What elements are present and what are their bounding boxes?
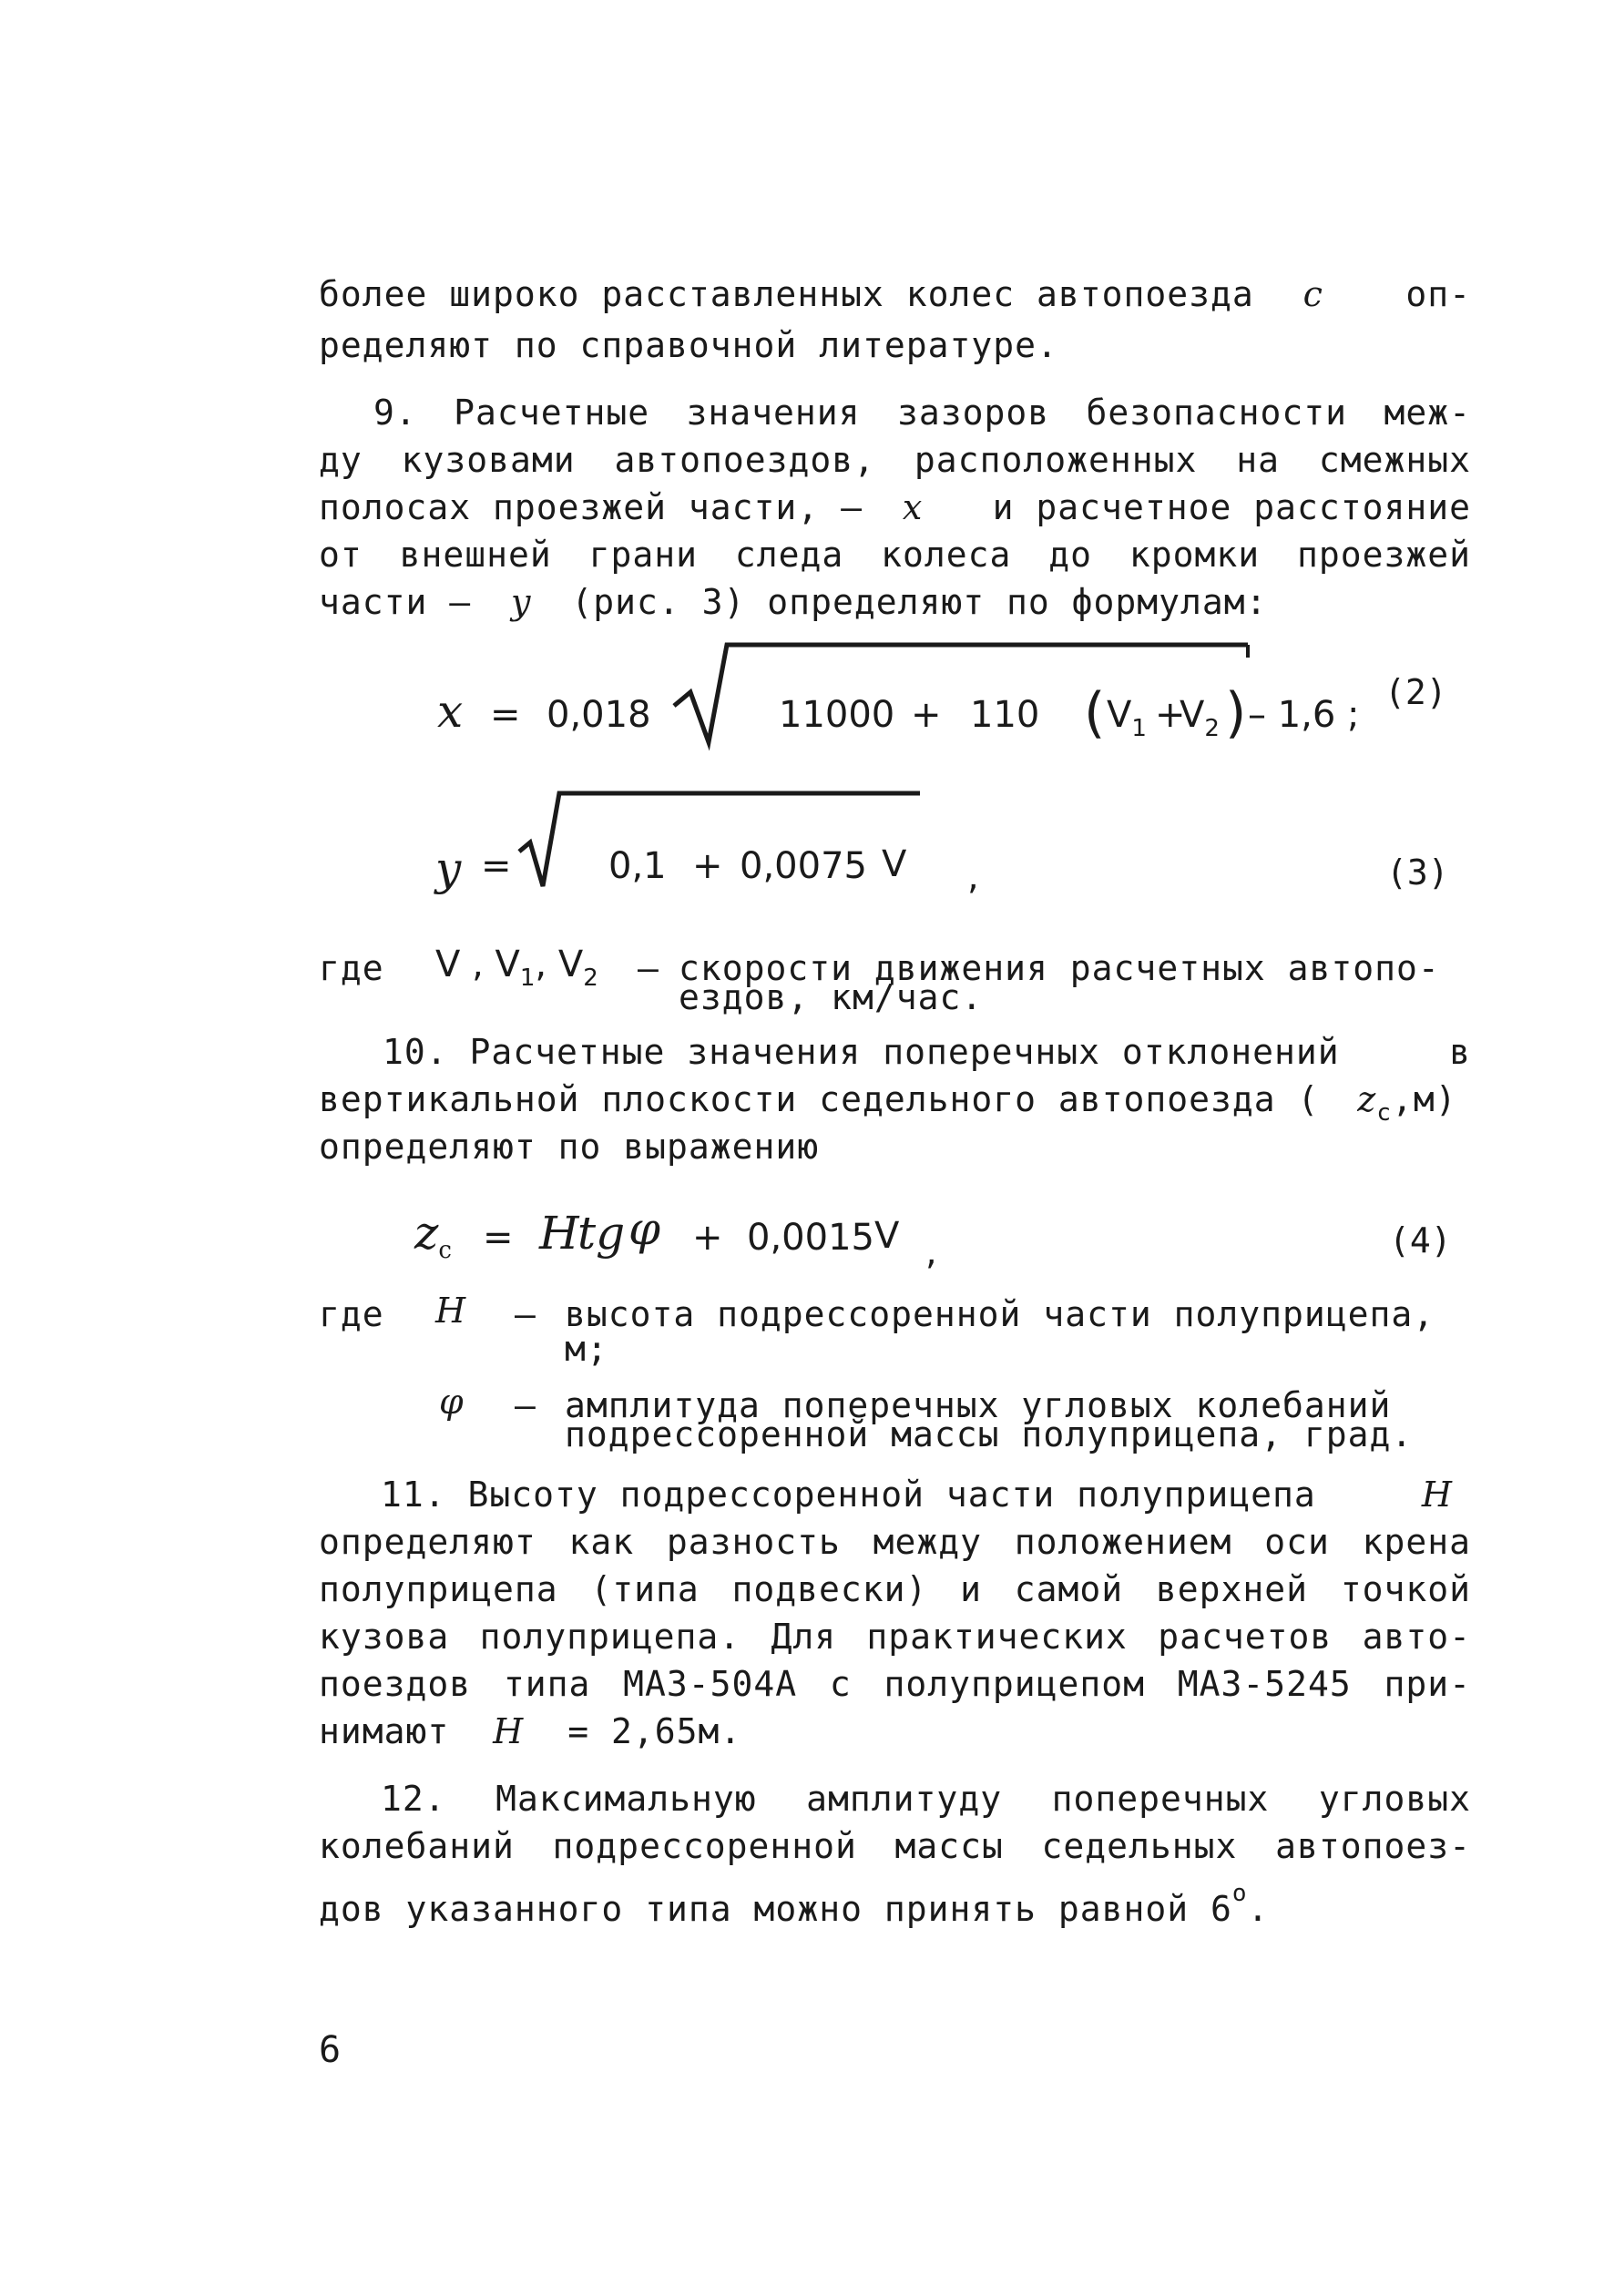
eq4-plus: + [692, 1217, 723, 1259]
eq3-term-b: 0,0075 [740, 845, 867, 887]
eq2-coefficient: 0,018 [547, 694, 651, 736]
p9-line-5-a: части – [319, 582, 472, 622]
intro-text: более широко расставленных колес автопоезда [319, 274, 1254, 314]
p12-line-3: дов указанного типа можно принять равной $6^о$. [319, 1880, 1270, 1929]
var-h: H [1421, 1475, 1453, 1515]
eq2-plus: + [911, 694, 942, 736]
eq3-term-a: 0,1 [608, 845, 667, 887]
eq4-term-b: 0,0015 [747, 1217, 874, 1259]
eq3-v: V [882, 843, 907, 885]
eq4-h: H [539, 1207, 579, 1260]
where2-desc-2-cont: подрессоренной массы полуприцепа, град. [565, 1414, 1414, 1454]
p10-line-1-b: в [1449, 1032, 1471, 1072]
eq3-radical-sign [519, 788, 929, 893]
p9-line-3 [319, 486, 1471, 528]
where1-desc-1: скорости движения расчетных автопо- [679, 948, 1440, 988]
p9-line-5-b: (рис. 3) определяют по формулам: [571, 582, 1268, 622]
page-number: 6 [319, 2029, 342, 2071]
eq2-term-b: 110 [970, 694, 1040, 736]
intro-line-2: ределяют по справочной литературе. [319, 325, 1058, 365]
eq4-v: V [874, 1215, 900, 1257]
p9-line-5 [319, 581, 1268, 623]
where2-var-h: H [435, 1291, 467, 1331]
p9-line-2: ду кузовами автопоездов, расположенных на смежных [319, 440, 1471, 480]
where2-desc-2: амплитуда поперечных угловых колебаний [565, 1385, 1392, 1425]
var-c: c [1302, 274, 1323, 314]
eq4-phi: φ [628, 1202, 661, 1255]
eq2-paren-close: ) [1225, 681, 1247, 745]
var-h-value: H [493, 1711, 525, 1751]
where2-dash-2: – [515, 1385, 536, 1425]
eq2-inner-plus: + [1155, 694, 1186, 736]
eq3-equals: = [481, 845, 512, 887]
p11-line-6-a: нимают [319, 1711, 450, 1751]
p12-line-3-a: дов указанного типа можно принять равной 6 [319, 1889, 1232, 1929]
p9-line-4: от внешней грани следа колеса до кромки проезжей [319, 535, 1471, 575]
p11-line-2: определяют как разность между положением оси крена [319, 1522, 1471, 1562]
p12-line-2: колебаний подрессоренной массы седельных автопоез- [319, 1826, 1471, 1866]
eq2-term-a: 11000 [779, 694, 895, 736]
intro-line-1 [319, 273, 1471, 315]
p9-line-3-a: полосах проезжей части, – [319, 487, 863, 527]
where2-desc-1-cont: м; [565, 1329, 608, 1369]
where2-desc-1: высота подрессоренной части полуприцепа, [565, 1294, 1435, 1334]
degree-sign: о [1231, 1880, 1248, 1907]
eq2-number: (2) [1384, 672, 1447, 712]
eq3-number: (3) [1386, 852, 1449, 893]
where1-desc-2: ездов, км/час. [679, 977, 984, 1017]
where2-var-phi: φ [439, 1382, 465, 1422]
p11-line-4: кузова полуприцепа. Для практических расчетов авто- [319, 1617, 1471, 1657]
eq2-lhs: x [437, 685, 464, 738]
where1-label: где [319, 948, 384, 988]
p11-line-3: полуприцепа (типа подвески) и самой верхней точкой [319, 1569, 1471, 1609]
p10-line-1-a: 10. Расчетные значения поперечных отклонений [383, 1032, 1340, 1072]
p10-line-2: вертикальной плоскости седельного автопоезда ( $z_c,м$) [319, 1079, 1457, 1127]
eq2-equals: = [490, 694, 521, 736]
var-x: x [902, 487, 924, 527]
p10-line-2-b: ,м) [1391, 1079, 1457, 1119]
eq3-tail: , [967, 856, 979, 898]
p11-line-5: поездов типа МАЗ-504А с полуприцепом МАЗ-5245 при- [319, 1664, 1471, 1704]
p10-line-2-a: вертикальной плоскости седельного автопоезда ( [319, 1079, 1320, 1119]
where1-vars: V , $V_1$, $V_2$ [435, 944, 598, 992]
intro-hyphen-word: оп- [1405, 274, 1471, 314]
eq4-tg: tg [577, 1207, 626, 1260]
eq2-tail: – 1,6 ; [1248, 694, 1360, 736]
p9-line-1: 9. Расчетные значения зазоров безопасности меж- [373, 393, 1471, 433]
p10-line-1 [383, 1031, 1471, 1073]
eq2-v2: $V_2$ [1180, 694, 1220, 742]
p11-line-1-a: 11. Высоту подрессоренной части полуприцепа [381, 1475, 1316, 1515]
eq3-plus: + [692, 845, 723, 887]
p11-line-6-b: = 2,65м. [567, 1711, 742, 1751]
p12-line-1: 12. Максимальную амплитуду поперечных угловых [381, 1779, 1471, 1819]
eq4-number: (4) [1389, 1220, 1452, 1260]
p11-line-1 [381, 1474, 1471, 1515]
eq2-paren-open: ( [1084, 681, 1106, 745]
var-y: y [511, 582, 532, 622]
eq3-lhs: y [435, 842, 462, 895]
p9-line-3-b: и расчетное расстояние [992, 487, 1471, 527]
eq4-lhs: $z_c$ [414, 1207, 452, 1264]
eq4-equals: = [483, 1217, 514, 1259]
where2-dash-1: – [515, 1294, 536, 1334]
where2-label: где [319, 1294, 384, 1334]
where1-dash: – [638, 948, 659, 988]
var-zc: z [1357, 1079, 1377, 1119]
eq4-tail: , [925, 1231, 937, 1273]
p10-line-3: определяют по выражению [319, 1127, 820, 1167]
eq2-v1: $V_1$ [1107, 694, 1147, 742]
p11-line-6 [319, 1710, 741, 1752]
